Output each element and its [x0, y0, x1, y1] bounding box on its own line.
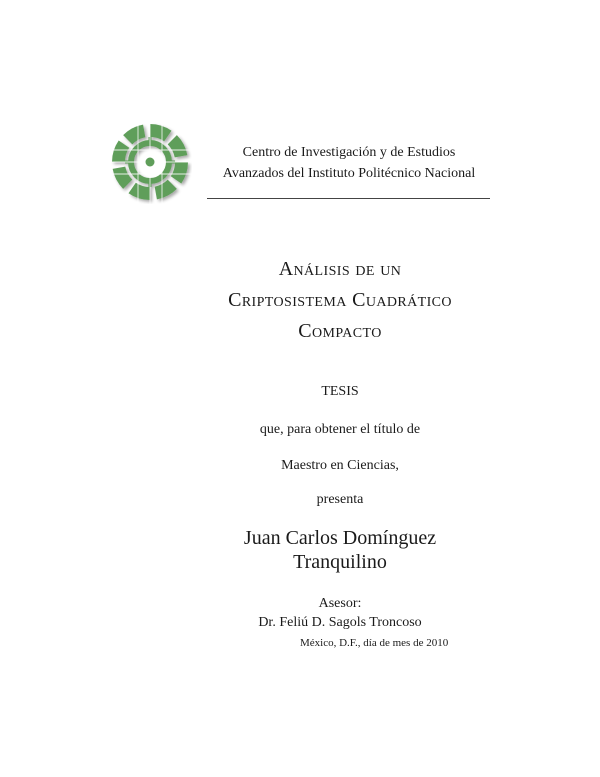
title-line-1: Análisis de un [278, 258, 402, 280]
degree-name: Maestro en Ciencias, [281, 458, 399, 473]
presents-label: presenta [316, 492, 364, 507]
author-line-1: Juan Carlos Domínguez [243, 527, 437, 549]
title-line-2: Criptosistema Cuadrático [228, 289, 452, 311]
document-type: TESIS [321, 384, 359, 399]
institution-line-2: Avanzados del Instituto Politécnico Nacional [222, 166, 476, 181]
thesis-title [140, 254, 540, 347]
header-divider [207, 198, 490, 199]
institution-logo [108, 120, 192, 204]
advisor-name: Dr. Feliú D. Sagols Troncoso [258, 615, 422, 630]
institution-line-1: Centro de Investigación y de Estudios [242, 145, 456, 160]
degree-purpose: que, para obtener el título de [259, 422, 421, 437]
advisor-label: Asesor: [318, 596, 362, 611]
institution-name [208, 142, 490, 184]
cinvestav-logo-icon [108, 120, 192, 204]
place-date: México, D.F., día de mes de 2010 [300, 637, 449, 649]
author-line-2: Tranquilino [293, 551, 387, 573]
author-name [140, 526, 540, 574]
title-line-3: Compacto [298, 320, 382, 342]
